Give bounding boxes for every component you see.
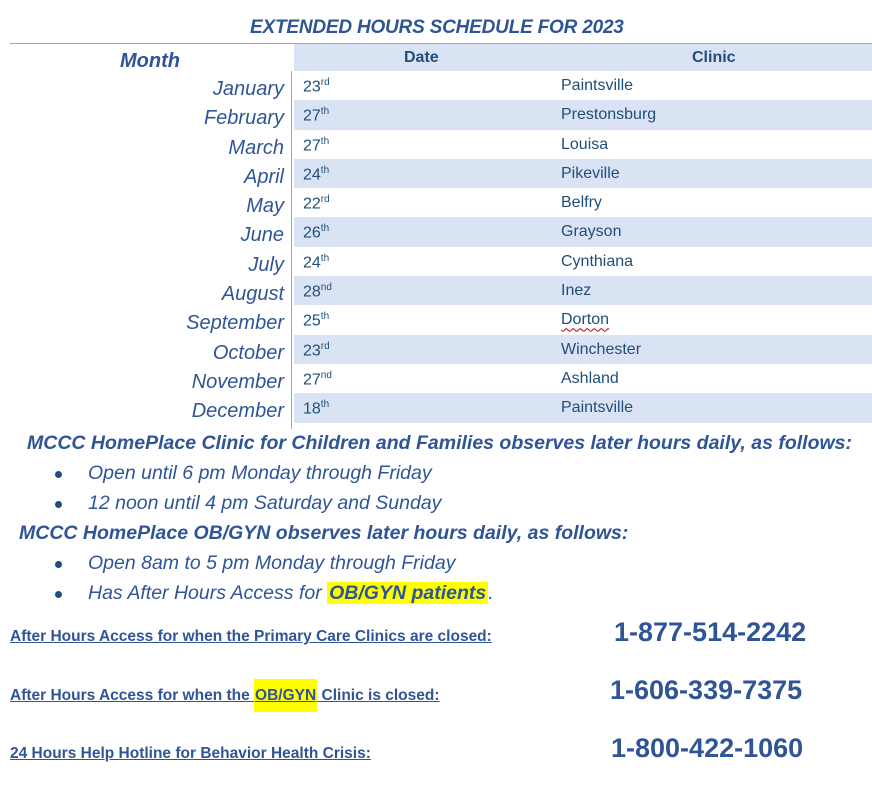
clinic-cell: Cynthiana <box>561 252 634 270</box>
table-row <box>10 276 872 305</box>
hotline-label: 24 Hours Help Hotline for Behavior Health Crisis: <box>10 745 371 762</box>
date-cell: 27th <box>303 106 330 125</box>
highlighted-text: OB/GYN <box>254 679 317 712</box>
month-cell: July <box>248 253 284 276</box>
date-cell: 25th <box>303 311 330 330</box>
schedule-rows <box>10 71 872 423</box>
date-cell: 23rd <box>303 340 330 359</box>
children-clinic-heading: MCCC HomePlace Clinic for Children and Families observes later hours daily, as follows: <box>27 432 852 454</box>
clinic-cell: Inez <box>561 282 592 300</box>
obgyn-phone[interactable]: 1-606-339-7375 <box>610 675 803 705</box>
month-cell: February <box>203 107 284 130</box>
clinic-cell: Pikeville <box>561 164 620 182</box>
month-cell: May <box>246 195 284 218</box>
month-cell: April <box>243 165 284 188</box>
obgyn-bullet: Has After Hours Access for OB/GYN patients . <box>88 582 494 605</box>
clinic-cell: Paintsville <box>561 77 634 94</box>
bullet-icon <box>55 561 62 568</box>
page-title: EXTENDED HOURS SCHEDULE FOR 2023 <box>250 17 624 38</box>
date-column-header: Date <box>404 49 439 66</box>
clinic-cell: Louisa <box>561 135 609 153</box>
date-cell: 22rd <box>303 194 330 213</box>
primary-care-after-hours-label: After Hours Access for when the Primary Care Clinics are closed: <box>10 628 492 645</box>
month-cell: September <box>186 312 284 335</box>
bullet-icon <box>55 501 62 508</box>
hotline-phone[interactable]: 1-800-422-1060 <box>611 733 804 763</box>
month-cell: January <box>212 78 284 100</box>
table-row <box>10 159 872 188</box>
date-cell: 18th <box>303 399 330 418</box>
clinic-column-header: Clinic <box>692 49 736 66</box>
date-cell: 27nd <box>303 369 332 389</box>
table-row <box>10 335 872 364</box>
clinic-cell: Dorton <box>561 311 610 329</box>
table-row <box>10 188 872 217</box>
clinic-cell: Winchester <box>561 340 642 358</box>
month-cell: August <box>221 283 284 306</box>
clinic-cell: Prestonsburg <box>561 106 657 124</box>
month-cell: December <box>191 400 284 423</box>
clinic-cell: Ashland <box>561 369 619 387</box>
month-cell: June <box>240 224 284 247</box>
highlighted-text: OB/GYN patients <box>329 582 487 604</box>
date-cell: 28nd <box>303 282 332 301</box>
month-cell: October <box>212 341 284 364</box>
month-column-header: Month <box>120 50 180 72</box>
obgyn-heading: MCCC HomePlace OB/GYN observes later hours daily, as follows: <box>19 522 629 544</box>
table-row <box>10 71 872 100</box>
clinic-cell: Paintsville <box>561 399 634 417</box>
children-clinic-bullet: Open until 6 pm Monday through Friday <box>88 462 432 485</box>
primary-care-phone[interactable]: 1-877-514-2242 <box>614 617 807 647</box>
month-cell: November <box>191 370 284 393</box>
clinic-cell: Grayson <box>561 223 622 241</box>
date-cell: 24th <box>303 164 330 184</box>
date-cell: 24th <box>303 252 330 272</box>
table-row <box>10 217 872 246</box>
date-cell: 27th <box>303 135 330 154</box>
month-cell: March <box>228 136 284 159</box>
date-cell: 23rd <box>303 77 330 96</box>
clinic-cell: Belfry <box>561 194 602 212</box>
bullet-icon <box>55 591 62 598</box>
obgyn-bullet: Open 8am to 5 pm Monday through Friday <box>88 552 455 575</box>
date-cell: 26th <box>303 223 330 242</box>
table-row <box>10 130 872 159</box>
table-row <box>10 100 872 129</box>
obgyn-after-hours-label: After Hours Access for when the OB/GYN Clinic is closed: <box>10 687 440 705</box>
schedule-table <box>10 44 872 423</box>
table-row <box>10 305 872 334</box>
schedule-header-row <box>10 44 872 71</box>
table-row <box>10 364 872 393</box>
table-row <box>10 393 872 422</box>
children-clinic-bullet: 12 noon until 4 pm Saturday and Sunday <box>88 492 441 515</box>
bullet-icon <box>55 471 62 478</box>
column-divider <box>291 71 292 429</box>
table-row <box>10 247 872 276</box>
